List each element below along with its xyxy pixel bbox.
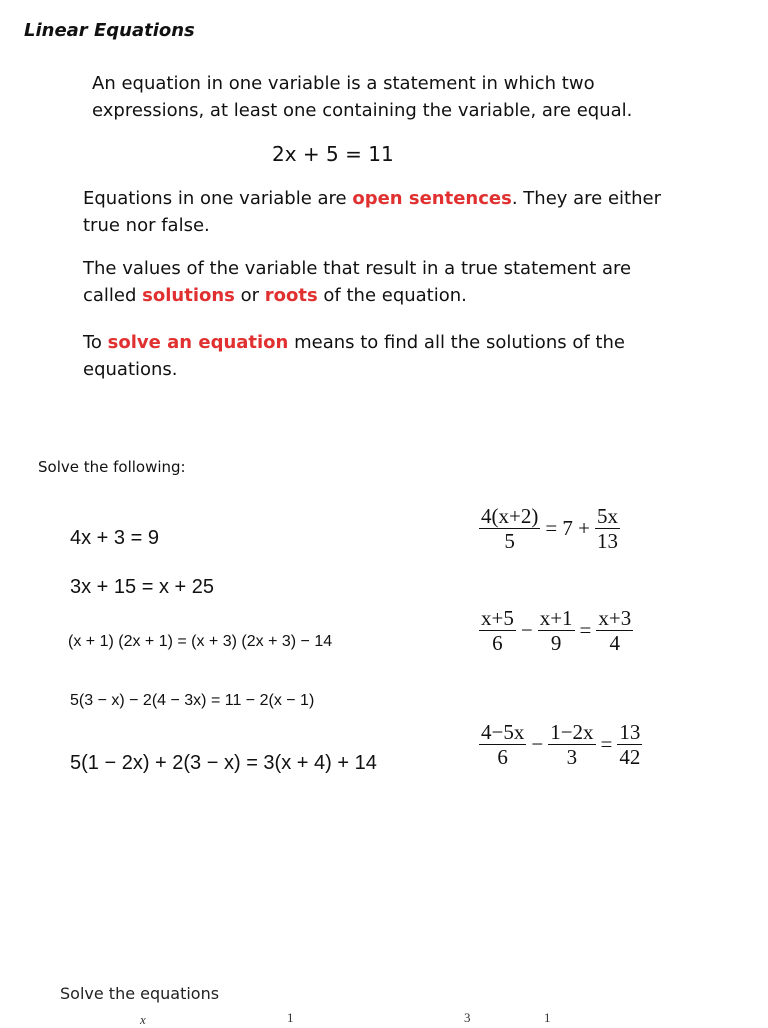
problem-5: 5(1 − 2x) + 2(3 − x) = 3(x + 4) + 14 — [70, 752, 377, 774]
open-sentences-line-1 — [83, 185, 661, 212]
numerator: 13 — [619, 720, 641, 744]
page-title: Linear Equations — [24, 20, 195, 41]
highlight-open-sentences: open sentences — [352, 188, 512, 209]
text-span: To — [83, 332, 108, 353]
denominator: 13 — [597, 529, 619, 553]
bottom-fragment-2: 1 — [287, 1010, 294, 1025]
highlight-roots: roots — [264, 285, 318, 306]
text-span: of the equation. — [317, 285, 467, 306]
solutions-paragraph — [83, 255, 631, 309]
open-sentences-line-2: true nor false. — [83, 215, 210, 236]
numerator: 1−2x — [550, 720, 594, 744]
bottom-fragment-3: 3 — [464, 1010, 471, 1025]
text-span: . They are either — [511, 188, 661, 209]
fraction — [617, 720, 642, 769]
definition-line-1: An equation in one variable is a statement in which two — [92, 73, 595, 94]
text-span: or — [234, 285, 265, 306]
fraction — [479, 606, 516, 655]
solve-definition-line-1 — [83, 329, 625, 356]
open-sentences-paragraph — [83, 185, 661, 239]
solutions-line-2 — [83, 282, 631, 309]
operator: = 7 + — [545, 516, 591, 540]
fraction — [479, 504, 540, 553]
example-equation: 2x + 5 = 11 — [272, 142, 394, 166]
denominator: 5 — [504, 529, 515, 553]
numerator: 4(x+2) — [481, 504, 539, 528]
fraction — [596, 606, 633, 655]
denominator: 3 — [566, 745, 578, 769]
numerator: x+1 — [539, 606, 573, 630]
numerator: x+5 — [481, 606, 514, 630]
fraction-problem-1 — [476, 504, 623, 553]
solve-following-label: Solve the following: — [38, 458, 186, 476]
fraction-problem-3 — [476, 720, 645, 769]
problem-4: 5(3 − x) − 2(4 − 3x) = 11 − 2(x − 1) — [70, 692, 315, 709]
bottom-fragment-4: 1 — [544, 1010, 551, 1025]
problem-3: (x + 1) (2x + 1) = (x + 3) (2x + 3) − 14 — [68, 633, 333, 650]
denominator: 6 — [497, 745, 508, 769]
text-span: means to find all the solutions of the — [288, 332, 625, 353]
text-span: called — [83, 285, 143, 306]
solutions-line-1: The values of the variable that result in a true statement are — [83, 258, 632, 279]
text-span: Equations in one variable are — [83, 188, 353, 209]
solve-definition-line-2: equations. — [83, 359, 178, 380]
operator: − — [531, 732, 544, 756]
operator: = — [579, 618, 592, 642]
solve-equations-label: Solve the equations — [60, 984, 220, 1003]
bottom-fragment-1: x — [140, 1012, 146, 1027]
fraction — [538, 606, 575, 655]
denominator: 42 — [619, 745, 641, 769]
problem-1: 4x + 3 = 9 — [70, 527, 159, 549]
denominator: 9 — [550, 631, 562, 655]
highlight-solutions: solutions — [142, 285, 235, 306]
definition-paragraph — [92, 70, 632, 124]
denominator: 6 — [492, 631, 503, 655]
fraction — [595, 504, 620, 553]
numerator: 4−5x — [481, 720, 525, 744]
fraction — [479, 720, 526, 769]
highlight-solve-an-equation: solve an equation — [107, 332, 289, 353]
numerator: 5x — [597, 504, 619, 528]
operator: = — [600, 732, 613, 756]
definition-line-2: expressions, at least one containing the variable, are equal. — [92, 100, 633, 121]
denominator: 4 — [609, 631, 621, 655]
fraction — [548, 720, 595, 769]
problem-2: 3x + 15 = x + 25 — [70, 576, 214, 598]
solve-definition-paragraph — [83, 329, 625, 383]
numerator: x+3 — [598, 606, 632, 630]
fraction-problem-2 — [476, 606, 636, 655]
operator: − — [520, 618, 533, 642]
